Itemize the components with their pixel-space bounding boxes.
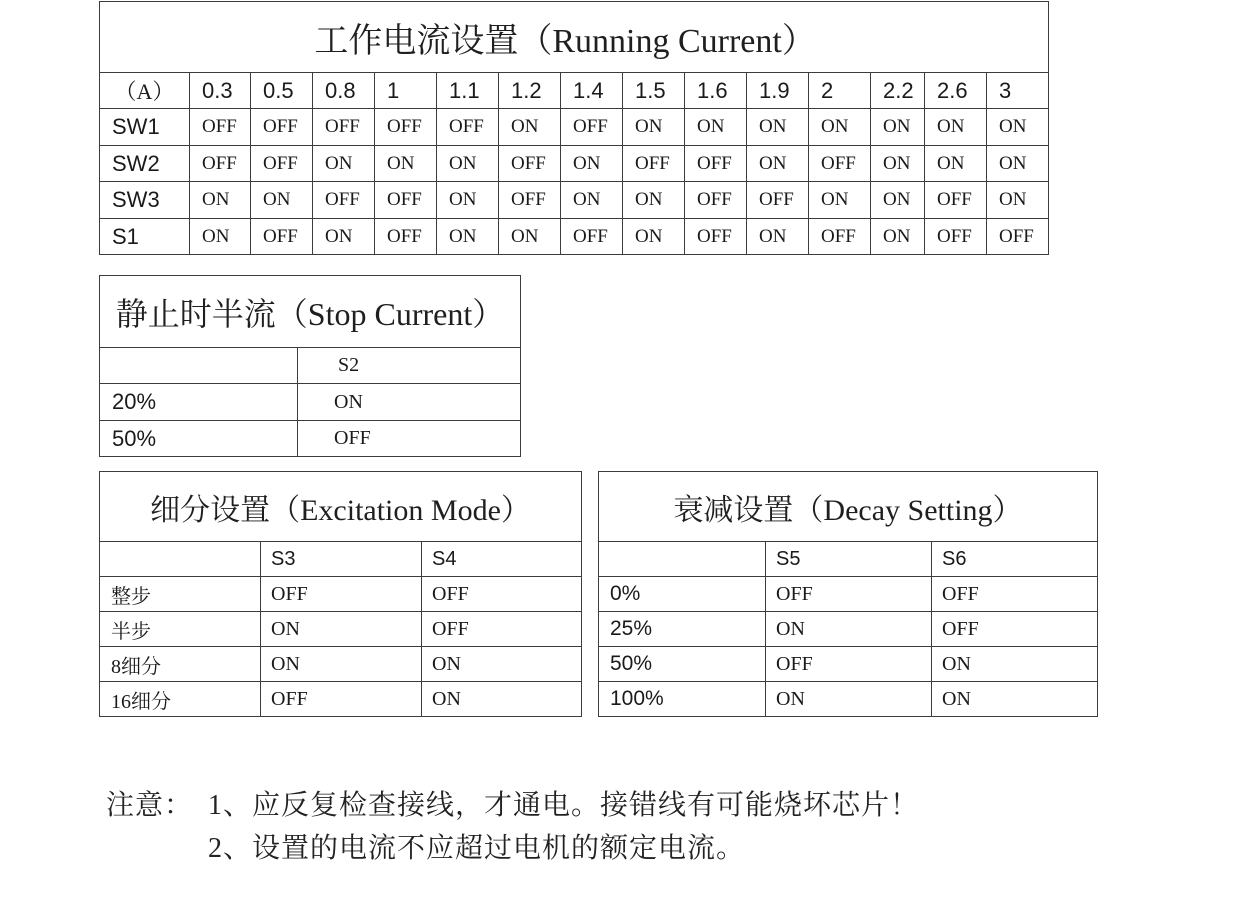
empty-header-cell (599, 542, 766, 577)
switch-state-cell: OFF (925, 219, 987, 255)
switch-state-cell: OFF (422, 577, 582, 612)
note-line: 1、应反复检查接线，才通电。接错线有可能烧坏芯片！ (208, 790, 920, 821)
switch-state-cell: ON (251, 182, 313, 219)
header-row (100, 73, 1049, 109)
switch-state-cell: ON (987, 109, 1049, 146)
switch-state-cell: ON (623, 182, 685, 219)
row-label: 16细分 (100, 682, 261, 717)
switch-column-header: S6 (932, 542, 1098, 577)
title-row (100, 472, 582, 542)
header-row (599, 542, 1098, 577)
switch-state-cell: ON (499, 219, 561, 255)
switch-state-cell: ON (561, 146, 623, 182)
switch-state-cell: ON (925, 109, 987, 146)
table-row (599, 682, 1098, 717)
switch-state-cell: OFF (925, 182, 987, 219)
current-header: 0.3 (190, 73, 251, 109)
switch-state-cell: OFF (685, 146, 747, 182)
switch-state-cell: ON (871, 146, 925, 182)
table-row (599, 577, 1098, 612)
switch-state-cell: OFF (251, 219, 313, 255)
switch-state-cell: ON (932, 682, 1098, 717)
table-row (599, 647, 1098, 682)
switch-state-cell: ON (747, 146, 809, 182)
switch-state-cell: ON (561, 182, 623, 219)
switch-state-cell: ON (685, 109, 747, 146)
current-header: 3 (987, 73, 1049, 109)
switch-state-cell: ON (871, 109, 925, 146)
row-label: 整步 (100, 577, 261, 612)
switch-state-cell: OFF (375, 219, 437, 255)
current-header: 1.6 (685, 73, 747, 109)
switch-state-cell: ON (261, 647, 422, 682)
row-label: 20% (100, 384, 298, 421)
table-row (100, 577, 582, 612)
switch-label: S1 (100, 219, 190, 255)
switch-state-cell: OFF (932, 577, 1098, 612)
switch-state-cell: ON (623, 109, 685, 146)
switch-state-cell: OFF (437, 109, 499, 146)
excitation-mode-title: 细分设置（Excitation Mode） (100, 472, 582, 542)
switch-label: SW2 (100, 146, 190, 182)
switch-state-cell: OFF (809, 219, 871, 255)
switch-state-cell: ON (925, 146, 987, 182)
switch-state-cell: OFF (190, 109, 251, 146)
row-label: 半步 (100, 612, 261, 647)
switch-state-cell: OFF (251, 109, 313, 146)
title-row (100, 276, 521, 348)
switch-state-cell: OFF (809, 146, 871, 182)
notes-prefix: 注意： (106, 790, 194, 821)
switch-state-cell: ON (313, 146, 375, 182)
current-header: 1.1 (437, 73, 499, 109)
switch-state-cell: ON (932, 647, 1098, 682)
switch-state-cell: OFF (261, 577, 422, 612)
switch-state-cell: OFF (766, 577, 932, 612)
row-label: 8细分 (100, 647, 261, 682)
table-row (100, 682, 582, 717)
current-header: 2.2 (871, 73, 925, 109)
switch-state-cell: ON (422, 647, 582, 682)
title-row (599, 472, 1098, 542)
switch-state-cell: ON (871, 182, 925, 219)
table-row (100, 421, 521, 457)
switch-state-cell: OFF (561, 109, 623, 146)
switch-state-cell: OFF (747, 182, 809, 219)
switch-state-cell: ON (437, 182, 499, 219)
table-row (100, 182, 1049, 219)
current-header: 1.9 (747, 73, 809, 109)
current-header: 2.6 (925, 73, 987, 109)
switch-state-cell: OFF (685, 182, 747, 219)
switch-state-cell: ON (871, 219, 925, 255)
empty-header-cell (100, 542, 261, 577)
title-row (100, 2, 1049, 73)
current-header: 1.4 (561, 73, 623, 109)
decay-setting-table (598, 471, 1098, 717)
header-row (100, 542, 582, 577)
switch-state-cell: OFF (499, 182, 561, 219)
running-current-table (99, 1, 1049, 255)
header-row (100, 348, 521, 384)
switch-state-cell: ON (766, 682, 932, 717)
switch-state-cell: ON (261, 612, 422, 647)
current-header: 0.5 (251, 73, 313, 109)
row-label: 50% (599, 647, 766, 682)
current-header: 0.8 (313, 73, 375, 109)
running-current-title: 工作电流设置（Running Current） (100, 2, 1049, 73)
excitation-mode-table (99, 471, 582, 717)
switch-state-cell: OFF (375, 109, 437, 146)
switch-state-cell: ON (190, 182, 251, 219)
switch-state-cell: ON (437, 219, 499, 255)
switch-column-header: S4 (422, 542, 582, 577)
table-row (100, 612, 582, 647)
switch-state-cell: OFF (685, 219, 747, 255)
switch-state-cell: OFF (261, 682, 422, 717)
unit-label: （A） (100, 73, 190, 109)
stop-current-table (99, 275, 521, 457)
switch-state-cell: ON (809, 109, 871, 146)
switch-state-cell: ON (747, 109, 809, 146)
switch-state-cell: OFF (766, 647, 932, 682)
current-header: 1.2 (499, 73, 561, 109)
switch-state-cell: ON (747, 219, 809, 255)
switch-state-cell: ON (313, 219, 375, 255)
current-header: 1 (375, 73, 437, 109)
switch-state-cell: ON (623, 219, 685, 255)
table-row (100, 146, 1049, 182)
switch-state-cell: OFF (190, 146, 251, 182)
switch-state-cell: ON (422, 682, 582, 717)
switch-state-cell: ON (190, 219, 251, 255)
switch-column-header: S5 (766, 542, 932, 577)
table-row (599, 612, 1098, 647)
table-row (100, 219, 1049, 255)
note-line: 2、设置的电流不应超过电机的额定电流。 (208, 833, 746, 864)
switch-state-cell: OFF (987, 219, 1049, 255)
switch-state-cell: OFF (561, 219, 623, 255)
decay-setting-title: 衰减设置（Decay Setting） (599, 472, 1098, 542)
switch-state-cell: ON (499, 109, 561, 146)
switch-label: SW1 (100, 109, 190, 146)
switch-state-cell: ON (375, 146, 437, 182)
switch-state-cell: ON (987, 182, 1049, 219)
switch-state-cell: OFF (422, 612, 582, 647)
switch-state-cell: ON (987, 146, 1049, 182)
table-row (100, 647, 582, 682)
switch-state-cell: OFF (298, 421, 521, 457)
switch-state-cell: OFF (313, 109, 375, 146)
switch-state-cell: OFF (313, 182, 375, 219)
switch-label: SW3 (100, 182, 190, 219)
switch-state-cell: OFF (375, 182, 437, 219)
switch-column-header: S3 (261, 542, 422, 577)
row-label: 0% (599, 577, 766, 612)
switch-state-cell: ON (437, 146, 499, 182)
current-header: 2 (809, 73, 871, 109)
table-row (100, 384, 521, 421)
row-label: 100% (599, 682, 766, 717)
notes (106, 784, 1106, 874)
row-label: 25% (599, 612, 766, 647)
row-label: 50% (100, 421, 298, 457)
switch-state-cell: OFF (932, 612, 1098, 647)
switch-state-cell: ON (809, 182, 871, 219)
switch-state-cell: OFF (251, 146, 313, 182)
current-header: 1.5 (623, 73, 685, 109)
switch-state-cell: OFF (623, 146, 685, 182)
table-row (100, 109, 1049, 146)
switch-state-cell: ON (298, 384, 521, 421)
notes-lines (208, 784, 919, 870)
switch-column-header: S2 (298, 348, 521, 384)
empty-header-cell (100, 348, 298, 384)
switch-state-cell: ON (766, 612, 932, 647)
switch-state-cell: OFF (499, 146, 561, 182)
stop-current-title: 静止时半流（Stop Current） (100, 276, 521, 348)
